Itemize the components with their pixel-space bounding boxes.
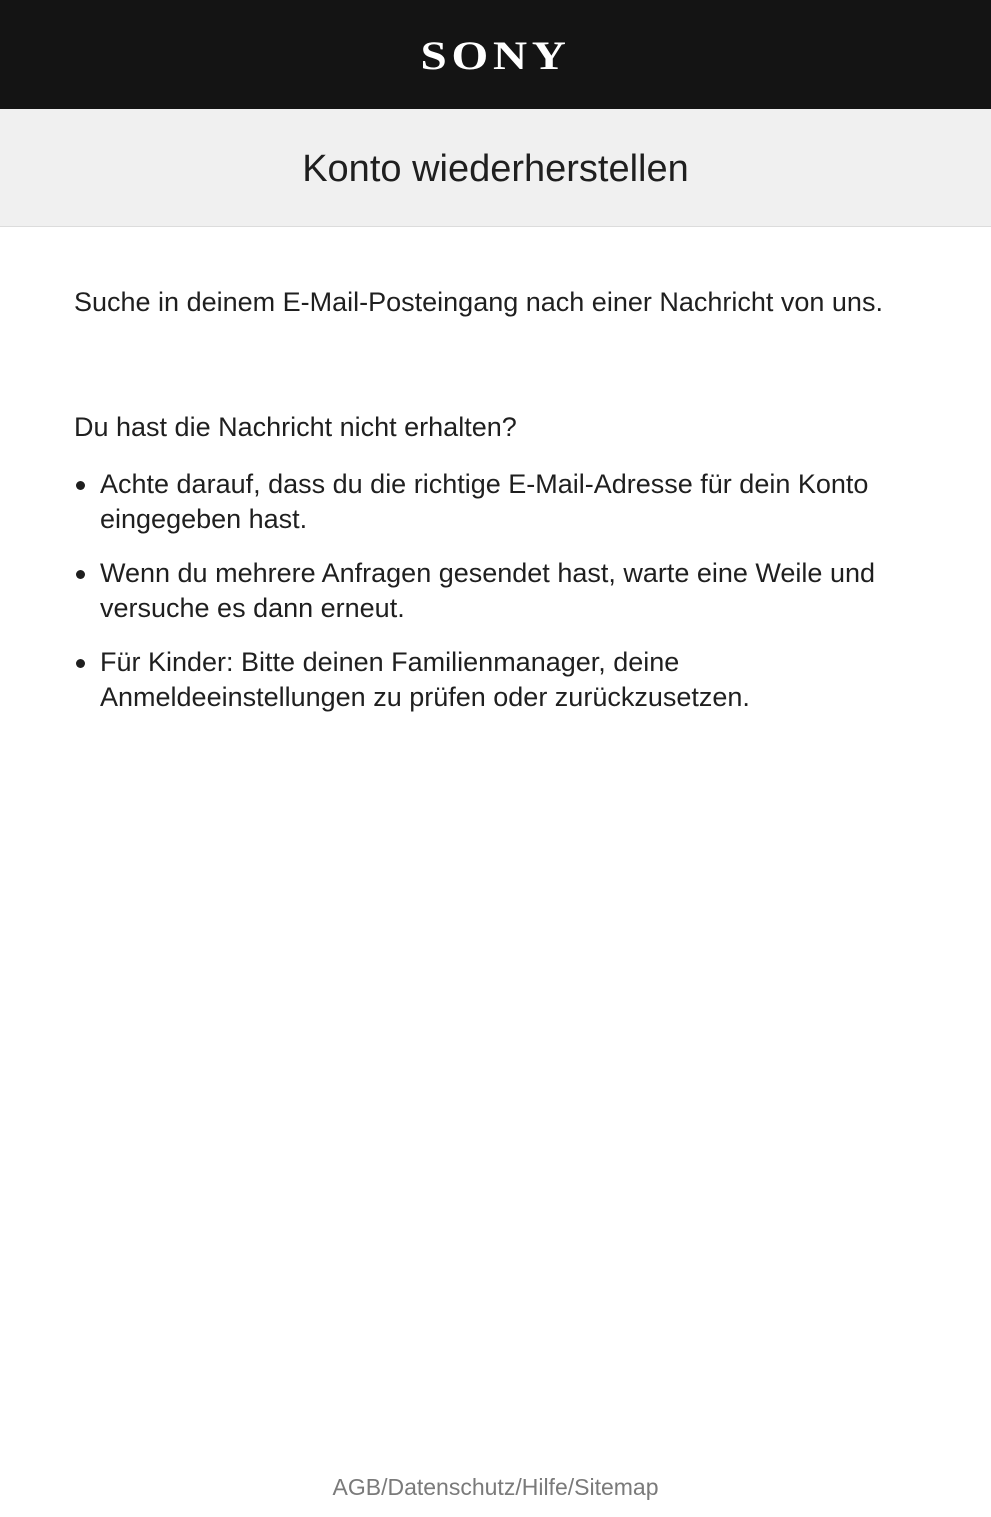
title-bar [0,109,991,227]
footer-separator: / [515,1474,522,1500]
list-item [74,556,917,626]
sony-logo[interactable]: SONY [420,32,571,78]
list-item [74,467,917,537]
bullet-icon [76,570,85,579]
bullet-icon [76,659,85,668]
list-item [74,645,917,715]
page-title: Konto wiederherstellen [302,148,689,190]
main-content [0,282,991,715]
footer-separator: / [381,1474,388,1500]
footer [0,1474,991,1501]
tip-text: Für Kinder: Bitte deinen Familienmanager, deine Anmeldeeinstellungen zu prüfen oder zurückzusetzen. [100,647,750,712]
footer-link-sitemap[interactable]: Sitemap [574,1474,659,1500]
tips-list [74,467,917,715]
top-bar [0,0,991,109]
intro-text: Suche in deinem E-Mail-Posteingang nach einer Nachricht von uns. [74,287,883,317]
not-received-question: Du hast die Nachricht nicht erhalten? [74,412,517,442]
tip-text: Achte darauf, dass du die richtige E-Mail-Adresse für dein Konto eingegeben hast. [100,469,869,534]
tip-text: Wenn du mehrere Anfragen gesendet hast, warte eine Weile und versuche es dann erneut. [100,558,875,623]
footer-link-agb[interactable]: AGB [332,1474,382,1500]
footer-link-hilfe[interactable]: Hilfe [521,1474,568,1500]
bullet-icon [76,481,85,490]
footer-separator: / [567,1474,575,1500]
footer-link-datenschutz[interactable]: Datenschutz [387,1474,516,1500]
